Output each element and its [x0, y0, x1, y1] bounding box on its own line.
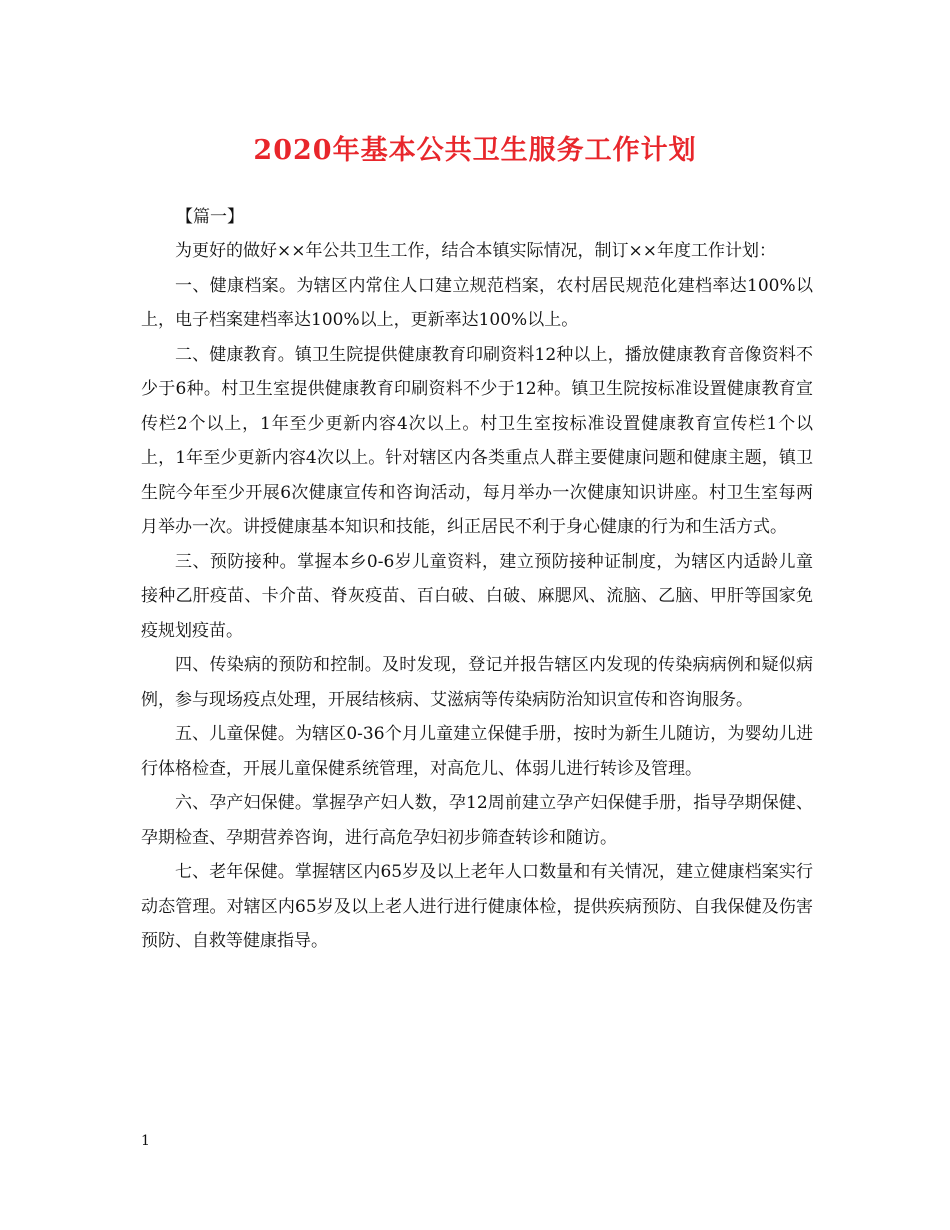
paragraph-elderly-health: 七、老年保健。掌握辖区内65岁及以上老年人口数量和有关情况，建立健康档案实行动态管理。对辖区内65岁及以上老人进行进行健康体检，提供疾病预防、自我保健及伤害预防、自救等健康指导。 [141, 862, 813, 951]
paragraph-maternal-health: 六、孕产妇保健。掌握孕产妇人数，孕12周前建立孕产妇保健手册，指导孕期保健、孕期检查、孕期营养咨询，进行高危孕妇初步筛查转诊和随访。 [141, 793, 813, 848]
document-body [141, 234, 813, 959]
document-title: 2020年基本公共卫生服务工作计划 [253, 135, 697, 166]
paragraph-child-health: 五、儿童保健。为辖区0-36个月儿童建立保健手册，按时为新生儿随访，为婴幼儿进行体格检查，开展儿童保健系统管理，对高危儿、体弱儿进行转诊及管理。 [141, 724, 813, 779]
page-number: 1 [141, 1133, 150, 1149]
paragraph-intro: 为更好的做好××年公共卫生工作，结合本镇实际情况，制订××年度工作计划： [175, 241, 776, 261]
paragraph-health-education: 二、健康教育。镇卫生院提供健康教育印刷资料12种以上，播放健康教育音像资料不少于6种。村卫生室提供健康教育印刷资料不少于12种。镇卫生院按标准设置健康教育宣传栏2个以上，1年至少更新内容4次以上。村卫生室按标准设置健康教育宣传栏1个以上，1年至少更新内容4次以上。针对辖区内各类重点人群主要健康问题和健康主题，镇卫生院今年至少开展6次健康宣传和咨询活动，每月举办一次健康知识讲座。村卫生室每两月举办一次。讲授健康基本知识和技能，纠正居民不利于身心健康的行为和生活方式。 [141, 344, 813, 537]
paragraph-health-records: 一、健康档案。为辖区内常住人口建立规范档案，农村居民规范化建档率达100%以上，电子档案建档率达100%以上，更新率达100%以上。 [141, 275, 813, 330]
paragraph-vaccination: 三、预防接种。掌握本乡0-6岁儿童资料，建立预防接种证制度，为辖区内适龄儿童接种乙肝疫苗、卡介苗、脊灰疫苗、百白破、白破、麻腮风、流脑、乙脑、甲肝等国家免疫规划疫苗。 [141, 551, 813, 641]
paragraph-infectious-disease: 四、传染病的预防和控制。及时发现，登记并报告辖区内发现的传染病病例和疑似病例，参与现场疫点处理，开展结核病、艾滋病等传染病防治知识宣传和咨询服务。 [141, 655, 813, 710]
section-label: 【篇一】 [176, 207, 244, 227]
